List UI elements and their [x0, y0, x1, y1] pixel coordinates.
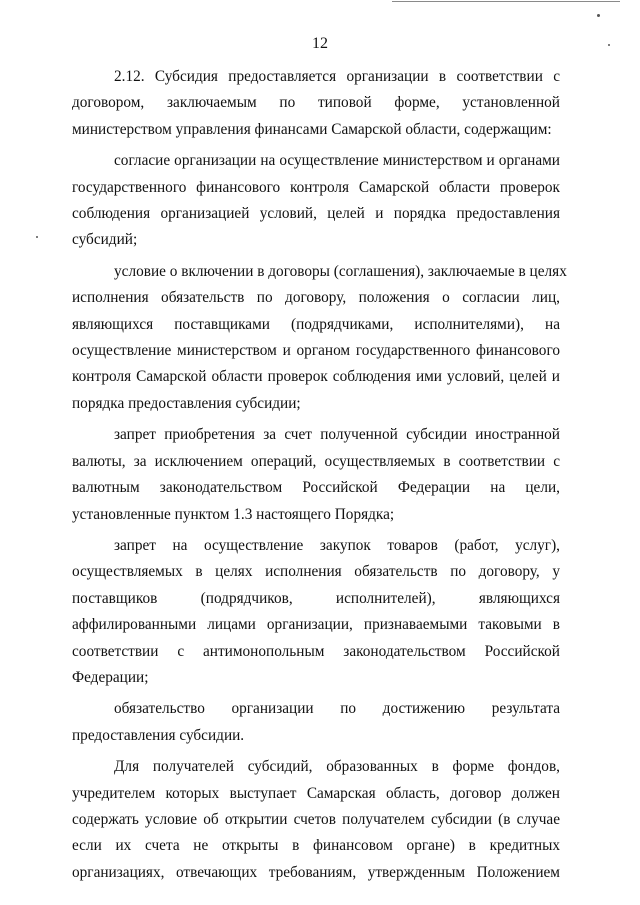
- paragraph: [72, 259, 567, 417]
- text-line: обязательство организации по достижению результата: [114, 700, 560, 718]
- text-line: соблюдения организацией условий, целей и порядка предоставления: [72, 205, 560, 223]
- paragraph: [72, 64, 560, 143]
- text-line: государственного финансового контроля Самарской области проверок: [72, 178, 560, 196]
- text-line: осуществляемых в целях исполнения обязательств по договору, у: [72, 563, 560, 581]
- paragraph: [72, 696, 560, 749]
- text-line: предоставления субсидии.: [72, 726, 245, 744]
- text-line: порядка предоставления субсидии;: [72, 394, 301, 412]
- text-line: субсидий;: [72, 231, 138, 249]
- text-line: валюты, за исключением операций, осуществляемых в соответствии с: [72, 452, 560, 470]
- text-line: Федерации;: [72, 668, 149, 686]
- document-body: [72, 64, 567, 891]
- text-line: условие о включении в договоры (соглашения), заключаемые в целях: [114, 262, 567, 280]
- paragraph: [72, 148, 560, 254]
- text-line: министерством управления финансами Самарской области, содержащим:: [72, 120, 552, 138]
- text-line: содержать условие об открытии счетов получателем субсидии (в случае: [72, 810, 560, 828]
- text-line: контроля Самарской области проверок соблюдения ими условий, целей и: [72, 368, 560, 386]
- text-line: организациях, отвечающих требованиям, утвержденным Положением: [72, 863, 560, 881]
- text-line: валютным законодательством Российской Федерации на цели,: [72, 479, 560, 497]
- text-line: согласие организации на осуществление министерством и органами: [114, 152, 560, 170]
- paragraph: [72, 422, 560, 528]
- text-line: соответствии с антимонопольным законодательством Российской: [72, 642, 560, 660]
- scan-mark: [36, 236, 38, 238]
- paragraph: [72, 754, 560, 886]
- text-line: являющихся поставщиками (подрядчиками, исполнителями), на: [72, 315, 560, 333]
- text-line: учредителем которых выступает Самарская область, договор должен: [72, 784, 560, 802]
- top-rule: [392, 1, 620, 2]
- page-number: 12: [312, 35, 328, 52]
- text-line: Для получателей субсидий, образованных в форме фондов,: [114, 758, 560, 776]
- paragraph: [72, 533, 560, 691]
- text-line: запрет приобретения за счет полученной субсидии иностранной: [114, 426, 560, 444]
- text-line: договором, заключаемым по типовой форме, установленной: [72, 94, 560, 112]
- text-line: если их счета не открыты в финансовом органе) в кредитных: [72, 837, 560, 855]
- text-line: поставщиков (подрядчиков, исполнителей), являющихся: [72, 589, 560, 607]
- text-line: 2.12. Субсидия предоставляется организации в соответствии с: [114, 68, 560, 85]
- text-line: исполнения обязательств по договору, положения о согласии лиц,: [72, 289, 560, 307]
- text-line: запрет на осуществление закупок товаров (работ, услуг),: [114, 536, 560, 554]
- text-line: аффилированными лицами организации, признаваемыми таковыми в: [72, 616, 560, 634]
- text-line: осуществление министерством и органом государственного финансового: [72, 342, 560, 360]
- text-line: установленные пунктом 1.3 настоящего Порядка;: [72, 505, 395, 523]
- scan-mark: [597, 14, 600, 17]
